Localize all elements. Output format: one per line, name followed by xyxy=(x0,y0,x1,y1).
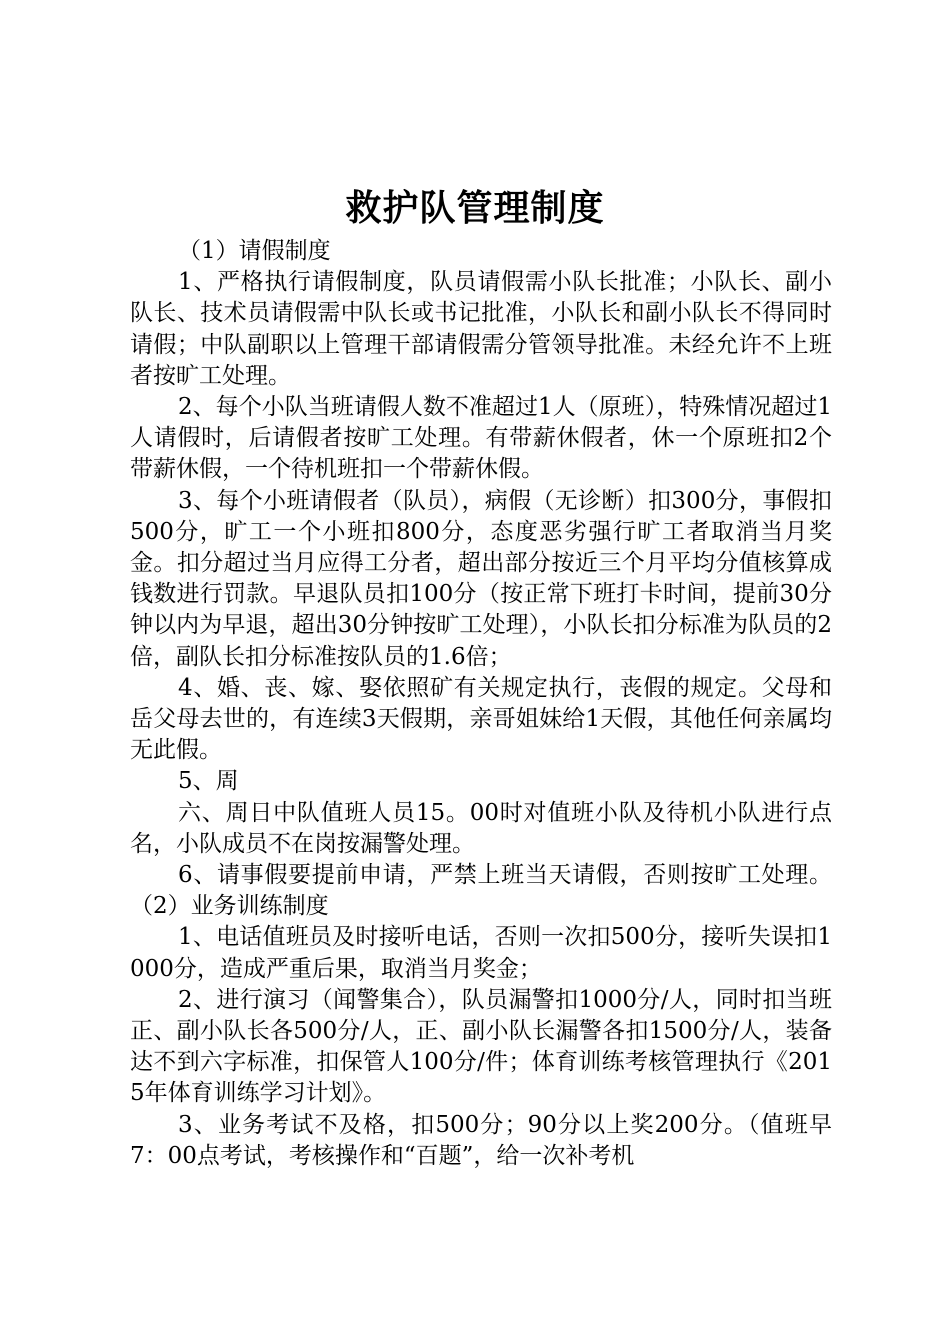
paragraph-leave-rule-2: 2、每个小队当班请假人数不准超过1人（原班），特殊情况超过1人请假时，后请假者按旷工处理。有带薪休假者，休一个原班扣2个带薪休假，一个待机班扣一个带薪休假。 xyxy=(130,394,832,483)
paragraph-leave-policy-heading: （1）请假制度 xyxy=(178,238,331,264)
paragraph-leave-rule-3: 3、每个小班请假者（队员），病假（无诊断）扣300分，事假扣500分，旷工一个小班扣800分，态度恶劣强行旷工者取消当月奖金。扣分超过当月应得工分者，超出部分按近三个月平均分值核算成钱数进行罚款。早退队员扣100分（按正常下班打卡时间，提前30分钟以内为早退，超出30分钟按旷工处理），小队长扣分标准为队员的2倍，副队长扣分标准按队员的1.6倍； xyxy=(130,487,832,670)
document-title: 救护队管理制度 xyxy=(345,187,605,229)
paragraph-training-rule-3: 3、业务考试不及格，扣500分；90分以上奖200分。（值班早7：00点考试，考核操作和“百题”，给一次补考机 xyxy=(130,1111,832,1169)
paragraph-leave-rule-6: 6、请事假要提前申请，严禁上班当天请假，否则按旷工处理。（2）业务训练制度 xyxy=(130,862,832,920)
paragraph-training-rule-2: 2、进行演习（闻警集合），队员漏警扣1000分/人，同时扣当班正、副小队长各500分/人，正、副小队长漏警各扣1500分/人，装备达不到六字标准，扣保管人100分/件；体育训练考核管理执行《2015年体育训练学习计划》。 xyxy=(130,986,832,1107)
paragraph-training-rule-1: 1、电话值班员及时接听电话，否则一次扣500分，接听失误扣1000分，造成严重后果，取消当月奖金； xyxy=(130,924,832,982)
document-body xyxy=(130,236,832,1172)
paragraph-leave-rule-1: 1、严格执行请假制度，队员请假需小队长批准；小队长、副小队长、技术员请假需中队长或书记批准，小队长和副小队长不得同时请假；中队副职以上管理干部请假需分管领导批准。未经允许不上班者按旷工处理。 xyxy=(130,269,832,389)
paragraph-leave-rule-4: 4、婚、丧、嫁、娶依照矿有关规定执行，丧假的规定。父母和岳父母去世的，有连续3天假期，亲哥姐妹给1天假，其他任何亲属均无此假。 xyxy=(130,674,832,764)
paragraph-leave-rule-5: 5、周 xyxy=(178,768,239,795)
paragraph-weekend-roll-call: 六、周日中队值班人员15。00时对值班小队及待机小队进行点名，小队成员不在岗按漏警处理。 xyxy=(130,799,832,857)
